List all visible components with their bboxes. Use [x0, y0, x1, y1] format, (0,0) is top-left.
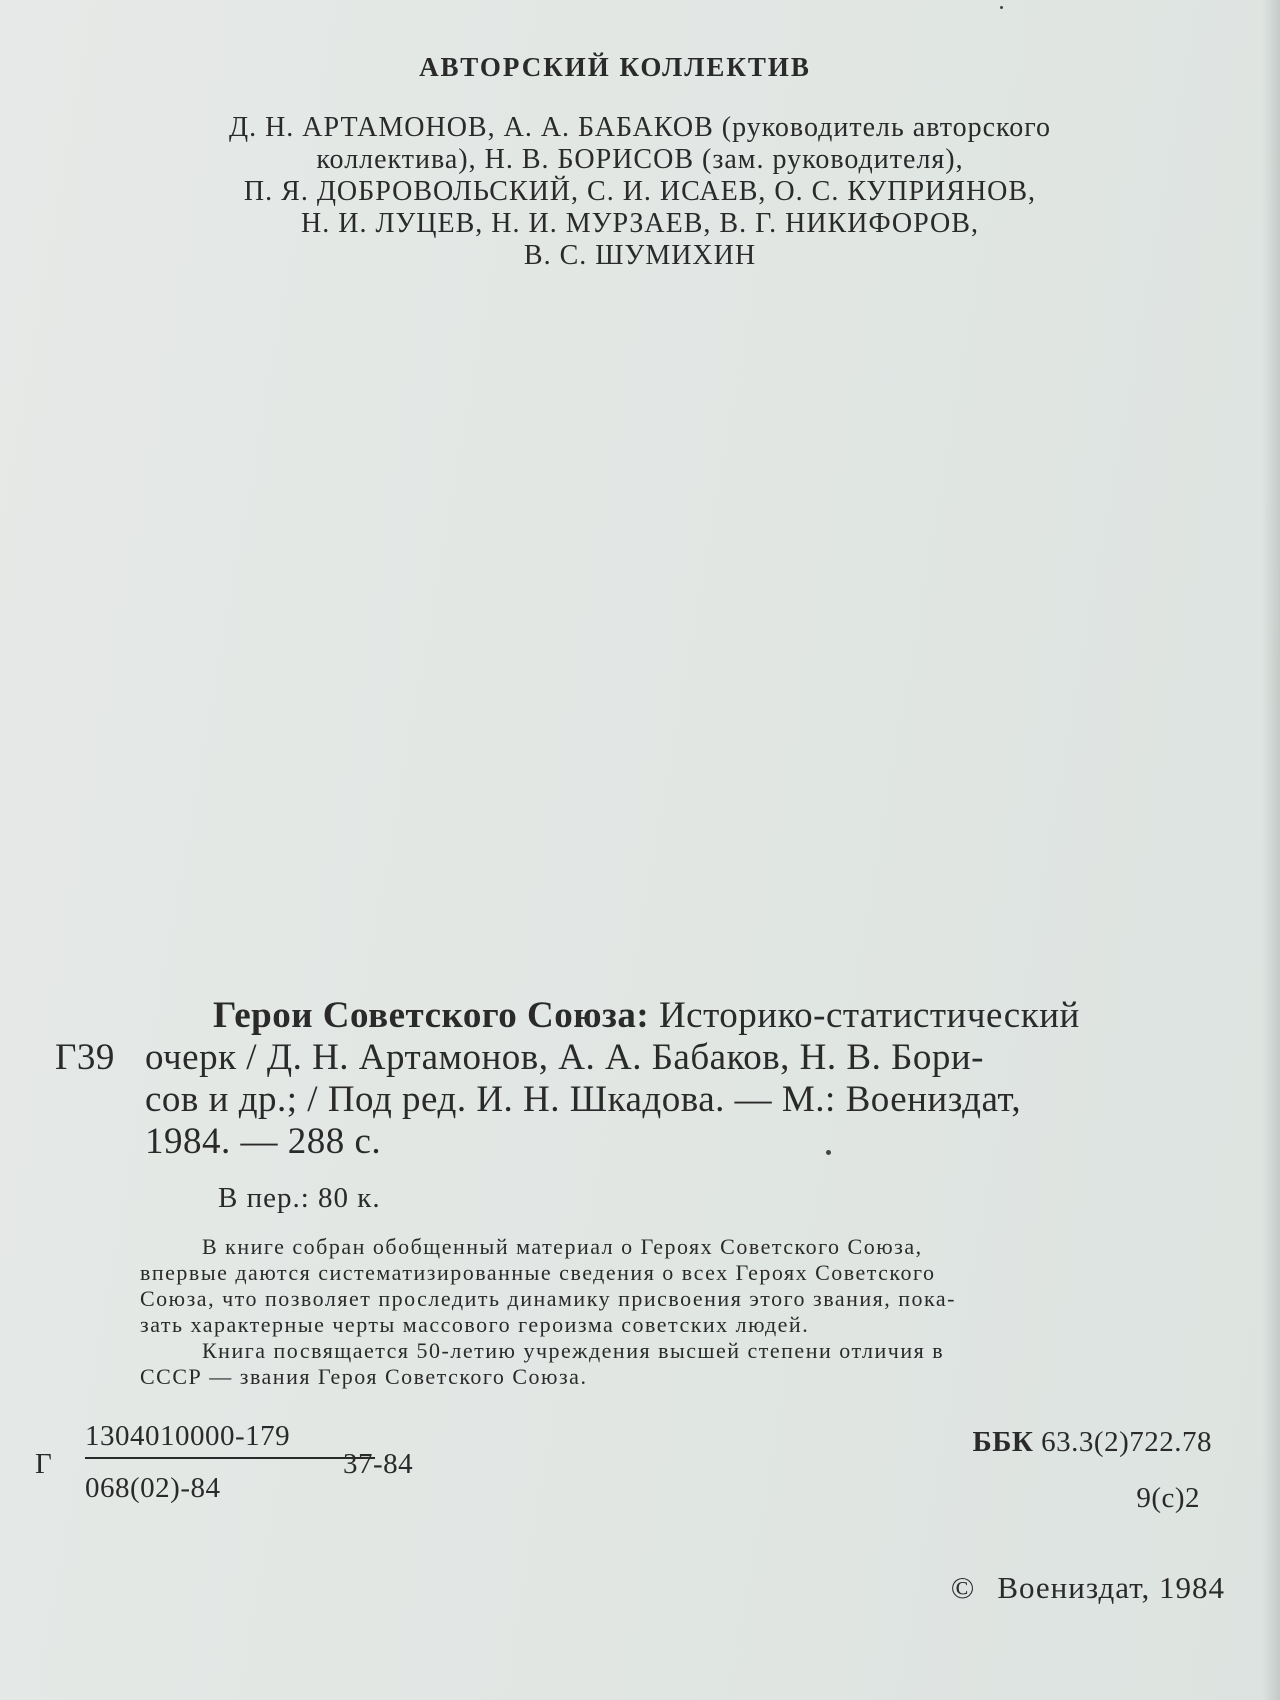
book-title: Герои Советского Союза:: [213, 995, 650, 1036]
annotation-line: впервые даются систематизированные сведения о всех Героях Советского: [140, 1260, 936, 1285]
biblio-line-title: [55, 995, 1215, 1037]
authors-heading: АВТОРСКИЙ КОЛЛЕКТИВ: [419, 52, 811, 82]
bbk-label: ББК: [972, 1426, 1034, 1458]
index-numerator: 1304010000-179: [85, 1420, 375, 1459]
annotation-line: зать характерные черты массового героизма советских людей.: [140, 1312, 810, 1337]
copyright-line: [951, 1570, 1225, 1606]
copyright-icon: ©: [950, 1570, 976, 1605]
ink-speck: [826, 1150, 831, 1155]
bibliographic-record: [55, 995, 1215, 1163]
biblio-line-editor: сов и др.; / Под ред. И. Н. Шкадова. — М.: Воениздат,: [145, 1079, 1022, 1120]
annotation-line: Книга посвящается 50-летию учреждения высшей степени отличия в: [202, 1338, 945, 1363]
publication-index: [35, 1420, 455, 1510]
authors-line: Д. Н. АРТАМОНОВ, А. А. БАБАКОВ (руководитель авторского: [228, 112, 1051, 143]
biblio-text: очерк / Д. Н. Артамонов, А. А. Бабаков, Н. В. Бори-: [145, 1037, 984, 1078]
authors-list: [100, 112, 1180, 272]
annotation: [140, 1234, 1220, 1390]
index-letter: Г: [35, 1448, 52, 1480]
annotation-line: СССР — звания Героя Советского Союза.: [140, 1364, 588, 1389]
secondary-classification: 9(с)2: [1136, 1482, 1200, 1514]
annotation-line: Союза, что позволяет проследить динамику присвоения этого звания, пока-: [140, 1286, 956, 1311]
catalog-code: Г39: [55, 1037, 115, 1078]
authors-line: коллектива), Н. В. БОРИСОВ (зам. руководителя),: [316, 144, 964, 175]
copyright-text: Воениздат, 1984: [997, 1570, 1225, 1605]
bbk-number: 63.3(2)722.78: [1041, 1426, 1212, 1458]
authors-line: П. Я. ДОБРОВОЛЬСКИЙ, С. И. ИСАЕВ, О. С. КУПРИЯНОВ,: [243, 176, 1037, 207]
ink-speck: [1000, 6, 1003, 9]
biblio-line-year: 1984. — 288 с.: [145, 1121, 382, 1162]
page-edge-shadow: [1262, 0, 1280, 1700]
bbk-classification: [973, 1426, 1212, 1459]
biblio-line-authors: [55, 1037, 1215, 1079]
book-subtitle: Историко-статистический: [649, 995, 1080, 1036]
index-denominator: 068(02)-84: [85, 1472, 221, 1504]
annotation-line: В книге собран обобщенный материал о Героях Советского Союза,: [202, 1234, 923, 1259]
authors-line: Н. И. ЛУЦЕВ, Н. И. МУРЗАЕВ, В. Г. НИКИФОРОВ,: [301, 208, 979, 239]
price: В пер.: 80 к.: [218, 1182, 381, 1214]
index-side-number: 37-84: [343, 1448, 414, 1480]
authors-line: В. С. ШУМИХИН: [523, 240, 757, 271]
